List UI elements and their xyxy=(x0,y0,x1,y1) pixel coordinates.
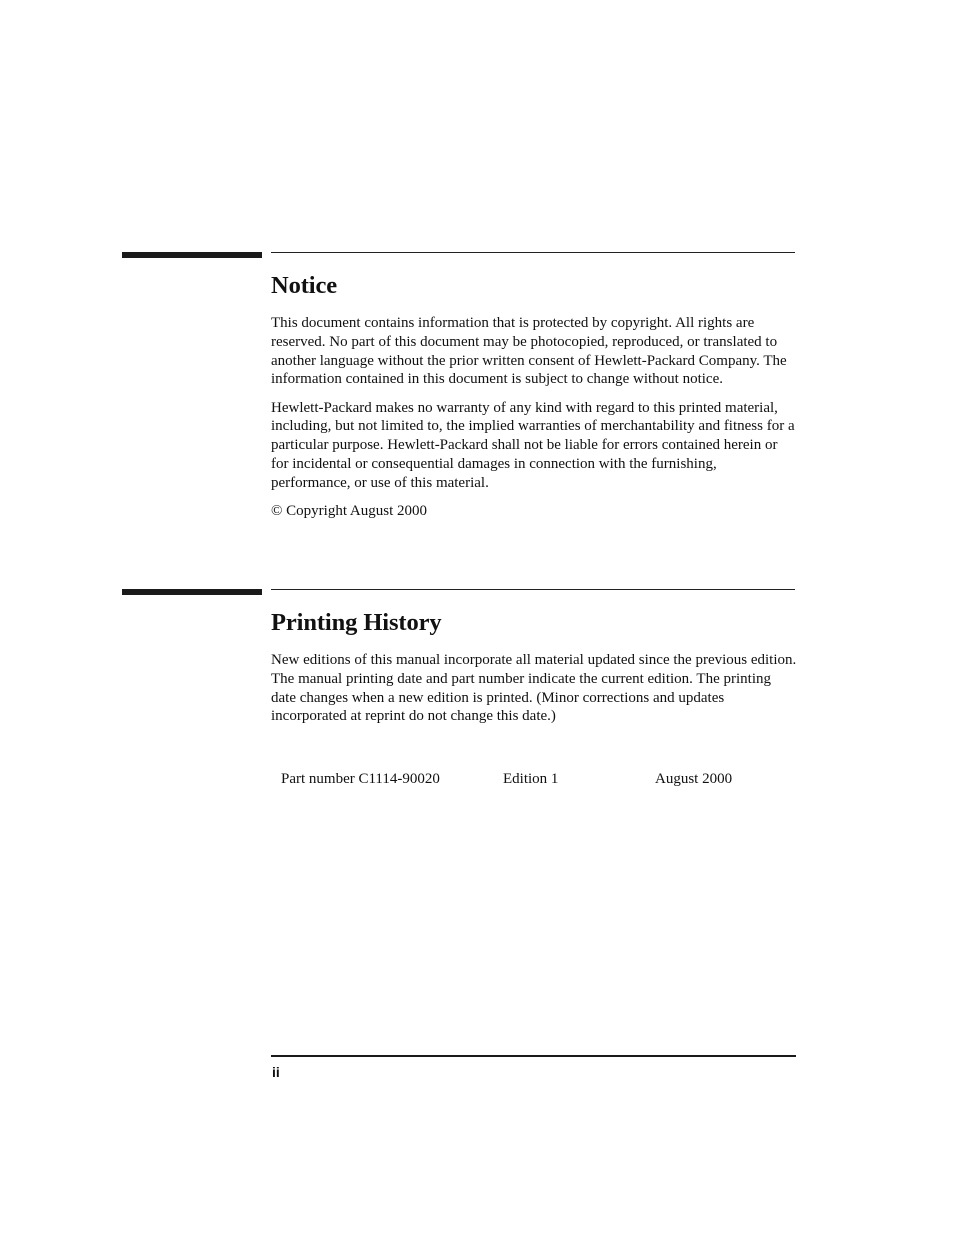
printing-history-paragraph: New editions of this manual incorporate all material updated since the previous edition. The manual printing date and part number indicate the current edition. The printing date changes when a new edition is printed. (Minor corrections and updates incorporated at reprint do not change this date.) xyxy=(271,652,797,725)
notice-paragraph-warranty: Hewlett-Packard makes no warranty of any kind with regard to this printed material, including, but not limited to, the implied warranties of merchantability and fitness for a particular purpose. Hewlett-Packard shall not be liable for errors contained herein or for incidental or consequential damages in connection with the furnishing, performance, or use of this material. xyxy=(271,399,795,491)
edition: Edition 1 xyxy=(503,771,559,787)
notice-title: Notice xyxy=(271,272,338,299)
edition-date: August 2000 xyxy=(655,771,733,787)
notice-body xyxy=(271,314,797,530)
page-number: ii xyxy=(272,1064,280,1080)
copyright-line: © Copyright August 2000 xyxy=(271,503,427,520)
printing-history-title: Printing History xyxy=(271,609,442,636)
footer-rule xyxy=(271,1055,796,1057)
history-entry-row xyxy=(0,770,954,790)
printing-history-body xyxy=(271,651,797,736)
notice-paragraph-copyright: This document contains information that is protected by copyright. All rights are reserved. No part of this document may be photocopied, reproduced, or translated to another language without the prior written consent of Hewlett-Packard Company. The information contained in this document is subject to change without notice. xyxy=(271,315,787,388)
part-number: Part number C1114-90020 xyxy=(281,771,440,787)
section-bar-thick xyxy=(122,252,262,258)
section-rule xyxy=(271,589,795,590)
section-bar-thick xyxy=(122,589,262,595)
section-rule xyxy=(271,252,795,253)
